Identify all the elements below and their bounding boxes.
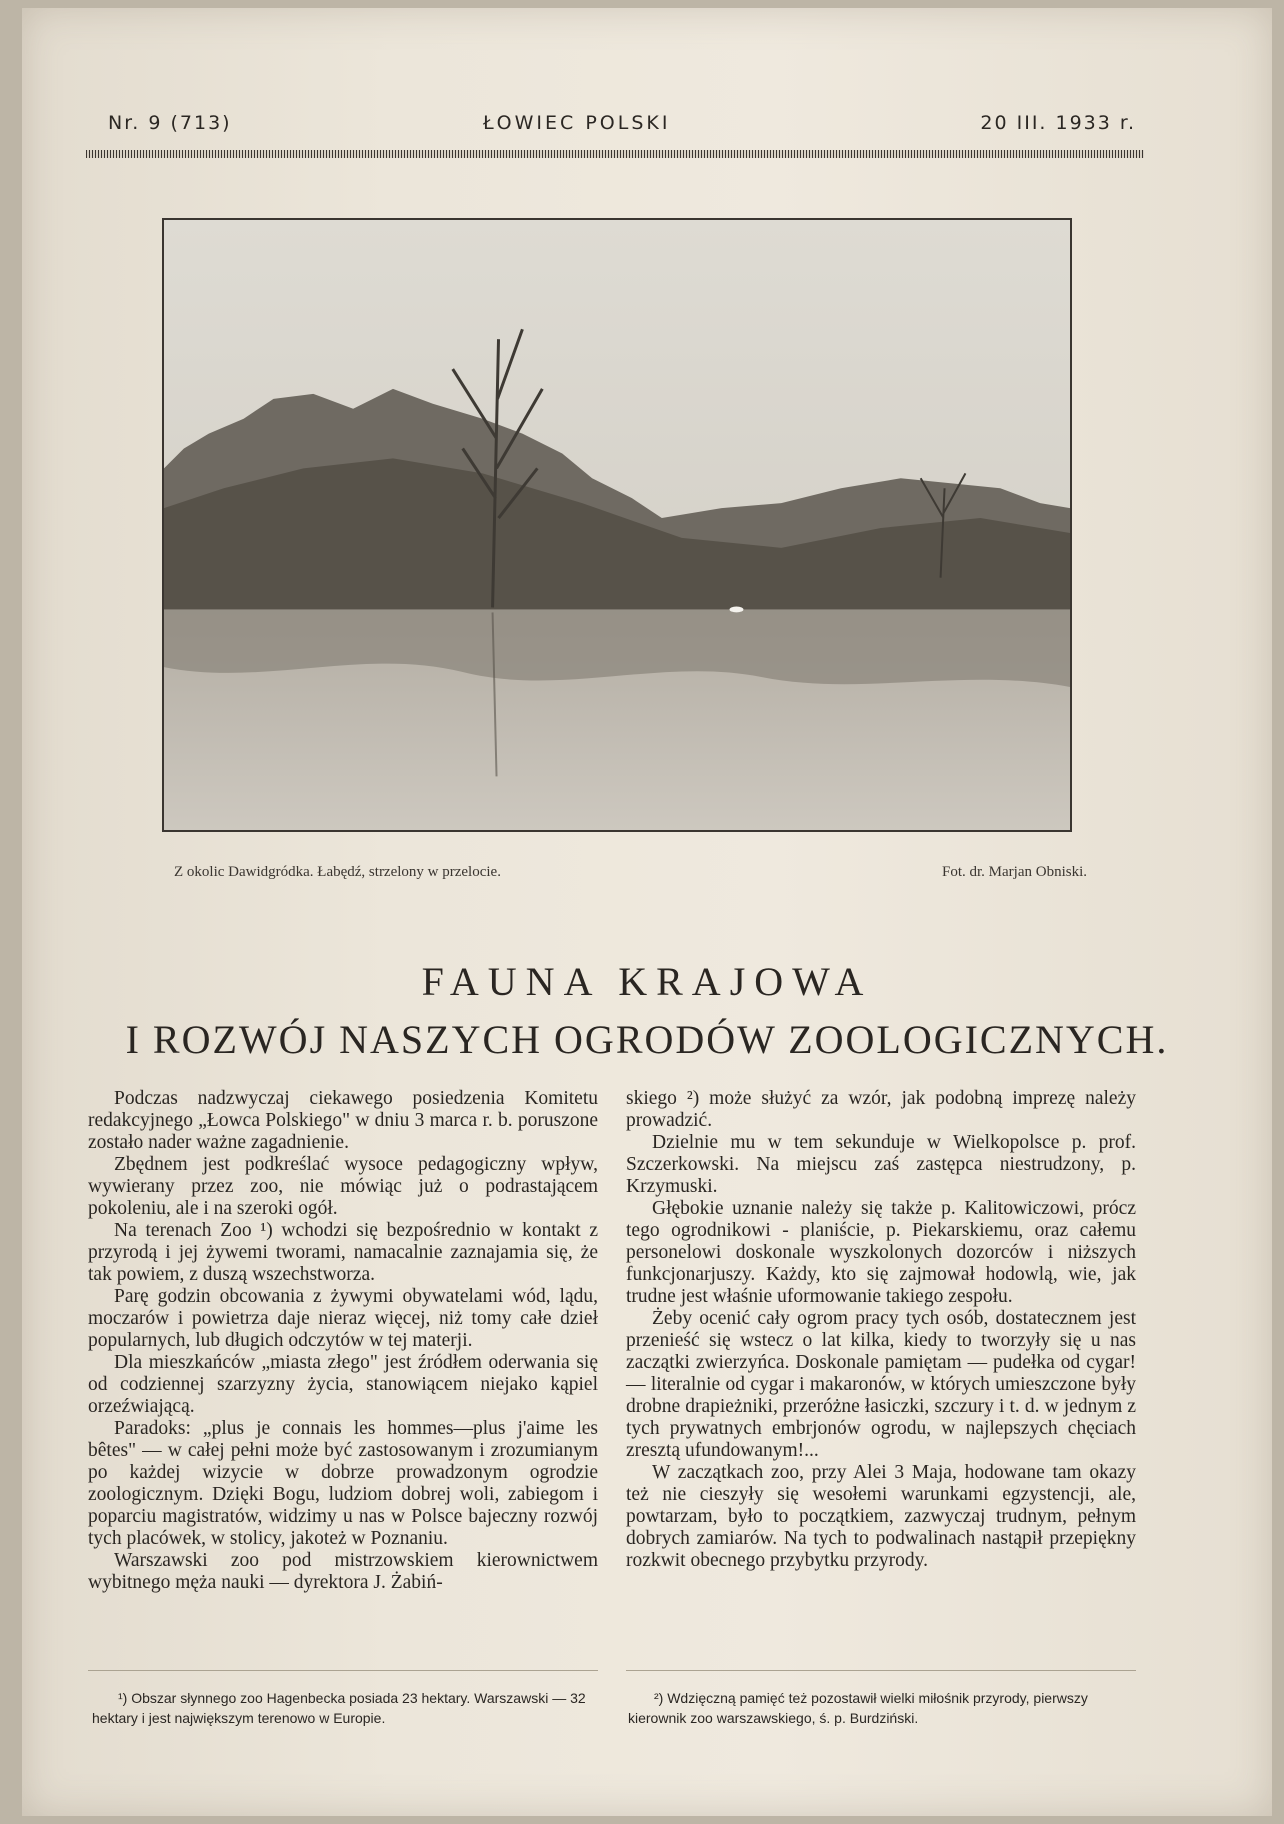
paragraph: Podczas nadzwyczaj ciekawego posiedzenia Komitetu redakcyjnego „Łowca Polskiego" w dniu 3 marca r. b. poruszone zostało nader ważne zagadnienie. (88, 1088, 598, 1153)
journal-title: ŁOWIEC POLSKI (483, 112, 671, 134)
article-title-line-1: FAUNA KRAJOWA (421, 959, 873, 1004)
footnote-1 (92, 1688, 602, 1728)
paragraph: Dla mieszkańców „miasta złego" jest źródłem oderwania się od codziennej szarzyzny życia, stanowiącem niejako kąpiel orzeźwiającą. (88, 1352, 598, 1417)
paragraph: Żeby ocenić cały ogrom pracy tych osób, dostatecznem jest przenieść się wstecz o lat kilka, kiedy to tworzyły się u nas zaczątki zwierzyńca. Doskonale pamiętam — pudełka od cygar! — literalnie od cygar i makaronów, w których umieszczone były drobne drapieżniki, przeróżne łasiczki, szczury i t. d. w jednym z tych prywatnych embrjonów ogrodu, w najlepszych chęciach zresztą ufundowanym!... (626, 1308, 1136, 1461)
paragraph: Paradoks: „plus je connais les hommes—plus j'aime les bêtes" — w całej pełni może być zastosowanym i zrozumianym po każdej wizycie w dobrze prowadzonym ogrodzie zoologicznym. Dzięki Bogu, ludziom dobrej woli, zabiegom i poparciu magistratów, widzimy u nas w Polsce bajeczny rozwój tych placówek, w stolicy, jakoteż w Poznaniu. (88, 1418, 598, 1549)
issue-date: 20 III. 1933 r. (980, 112, 1136, 134)
paragraph: skiego ²) może służyć za wzór, jak podobną imprezę należy prowadzić. (626, 1088, 1136, 1131)
issue-number: Nr. 9 (713) (108, 112, 232, 134)
footnote-text: ²) Wdzięczną pamięć też pozostawił wielki miłośnik przyrody, pierwszy kierownik zoo warszawskiego, ś. p. Burdziński. (628, 1690, 1088, 1726)
photo-illustration (164, 220, 1070, 830)
paragraph: Na terenach Zoo ¹) wchodzi się bezpośrednio w kontakt z przyrodą i jej żywemi tworami, namacalnie zaznajamia się, że tak powiem, z duszą wszechstworza. (88, 1220, 598, 1285)
paragraph: Głębokie uznanie należy się także p. Kalitowiczowi, prócz tego ogrodnikowi - planiście, p. Piekarskiemu, oraz całemu personelowi doskonale wyszkolonych dozorców i niższych funkcjonarjuszy. Każdy, kto się zajmował hodowlą, wie, jak trudne jest właśnie uformowanie takiego zespołu. (626, 1198, 1136, 1307)
paragraph: W zaczątkach zoo, przy Alei 3 Maja, hodowane tam okazy też nie cieszyły się wesołemi warunkami egzystencji, ale, powtarzam, było to początkiem, zazwyczaj trudnym, pełnym dobrych zamiarów. Na tych to podwalinach nastąpił przepiękny rozkwit obecnego przybytku przyrody. (626, 1462, 1136, 1571)
paragraph: Warszawski zoo pod mistrzowskiem kierownictwem wybitnego męża nauki — dyrektora J. Żabiń- (88, 1550, 598, 1593)
header-rule (86, 150, 1144, 158)
footnote-divider-left (88, 1670, 598, 1671)
paragraph: Zbędnem jest podkreślać wysoce pedagogiczny wpływ, wywierany przez zoo, nie mówiąc już o podrastającem pokoleniu, ale i na szeroki ogół. (88, 1154, 598, 1219)
footnote-divider-right (626, 1670, 1136, 1671)
article-column-right (626, 1088, 1136, 1572)
article-column-left (88, 1088, 598, 1594)
page-header (88, 112, 1144, 152)
swan-lake-photo (162, 218, 1072, 832)
article-title-line-2: I ROZWÓJ NASZYCH OGRODÓW ZOOLOGICZNYCH. (125, 1017, 1169, 1062)
footnote-text: ¹) Obszar słynnego zoo Hagenbecka posiada 23 hektary. Warszawski — 32 hektary i jest największym terenowo w Europie. (92, 1690, 586, 1726)
paragraph: Dzielnie mu w tem sekunduje w Wielkopolsce p. prof. Szczerkowski. Na miejscu zaś zastępca niestrudzony, p. Krzymuski. (626, 1132, 1136, 1197)
footnote-2 (628, 1688, 1138, 1728)
photo-caption: Z okolic Dawidgródka. Łabędź, strzelony w przelocie. (174, 864, 501, 880)
photo-credit: Fot. dr. Marjan Obniski. (942, 864, 1087, 880)
paragraph: Parę godzin obcowania z żywymi obywatelami wód, lądu, moczarów i powietrza daje nieraz więcej, niż tomy całe dzieł popularnych, lub długich odczytów w tej materji. (88, 1286, 598, 1351)
newspaper-page (22, 8, 1272, 1816)
